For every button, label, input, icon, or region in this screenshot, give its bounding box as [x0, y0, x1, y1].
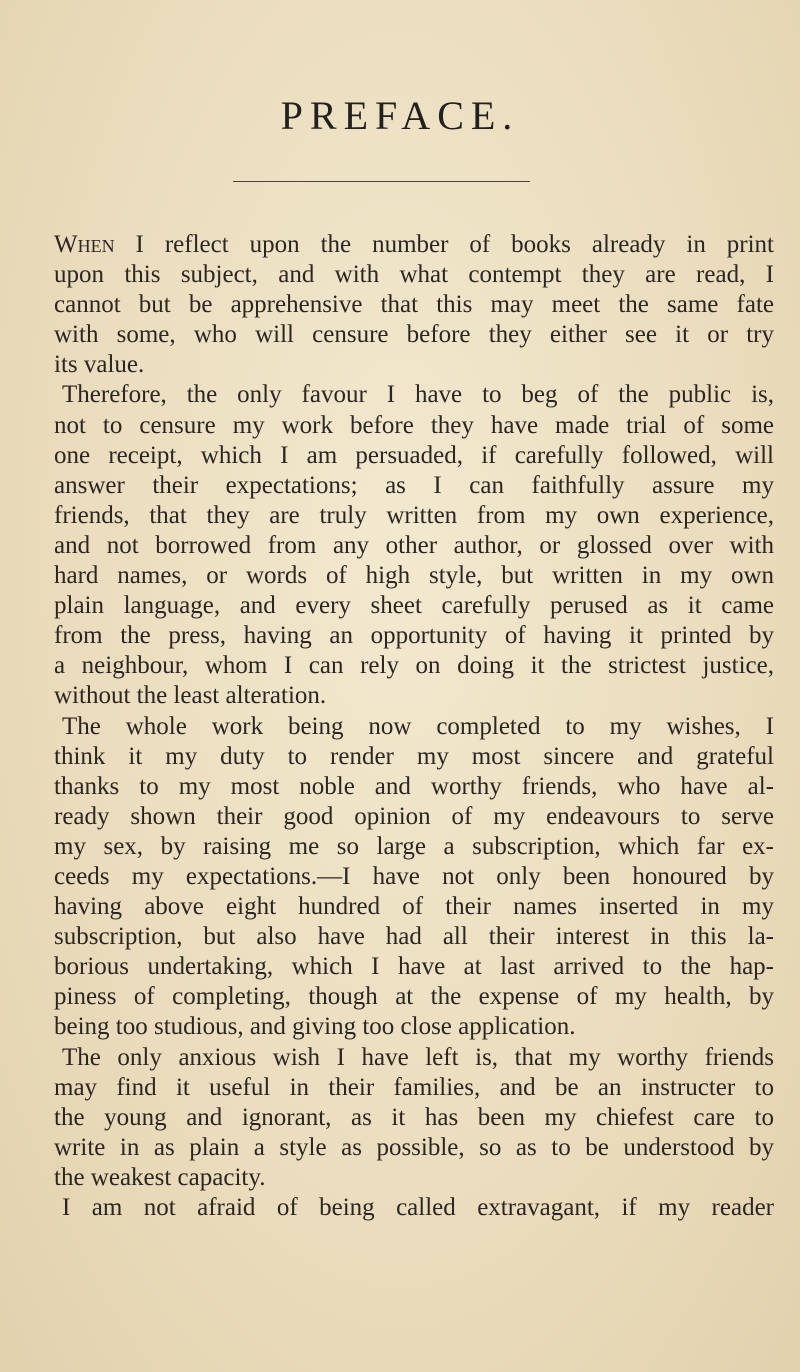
- line-text: my sex, by raising me so large a subscription, which far ex-: [54, 832, 774, 860]
- line-text: from the press, having an opportunity of having it printed by: [54, 622, 774, 650]
- text-line: [54, 651, 774, 681]
- text-line: [54, 772, 774, 802]
- line-text: having above eight hundred of their names inserted in my: [54, 893, 774, 921]
- text-line: [54, 621, 774, 651]
- text-line: [54, 712, 774, 742]
- drop-word: When: [54, 231, 115, 258]
- text-line: [54, 922, 774, 952]
- text-line: [54, 411, 774, 441]
- text-line: [54, 982, 774, 1012]
- line-text: being too studious, and giving too close application.: [54, 1013, 576, 1041]
- text-line: [54, 1073, 774, 1103]
- line-text: hard names, or words of high style, but written in my own: [54, 562, 774, 590]
- line-text: subscription, but also have had all their interest in this la-: [54, 923, 774, 951]
- text-line: [54, 591, 774, 621]
- text-line: [54, 290, 774, 320]
- line-text: Therefore, the only favour I have to beg of the public is,: [62, 381, 774, 409]
- title-divider: [233, 181, 530, 182]
- line-text: a neighbour, whom I can rely on doing it the strictest justice,: [54, 652, 774, 680]
- text-line: [54, 1193, 774, 1223]
- text-line: [54, 380, 774, 410]
- text-line: [54, 892, 774, 922]
- text-line: [54, 1103, 774, 1133]
- text-line: [54, 1133, 774, 1163]
- text-line: [54, 681, 774, 711]
- line-text: ceeds my expectations.—I have not only been honoured by: [54, 862, 774, 890]
- page-title: PREFACE.: [280, 93, 520, 138]
- line-text: upon this subject, and with what contempt they are read, I: [54, 261, 774, 289]
- line-text: answer their expectations; as I can faithfully assure my: [54, 471, 774, 499]
- line-text: The whole work being now completed to my wishes, I: [62, 712, 774, 740]
- text-line: [54, 952, 774, 982]
- text-line: [54, 832, 774, 862]
- text-line: [54, 501, 774, 531]
- text-line: [54, 350, 774, 380]
- text-line: [54, 260, 774, 290]
- line-text: its value.: [54, 351, 145, 379]
- line-text: one receipt, which I am persuaded, if carefully followed, will: [54, 441, 774, 469]
- text-line: [54, 441, 774, 471]
- text-line: [54, 320, 774, 350]
- line-text: without the least alteration.: [54, 682, 327, 710]
- text-line: [54, 1012, 774, 1042]
- line-text: The only anxious wish I have left is, that my worthy friends: [62, 1043, 774, 1071]
- text-line: [54, 561, 774, 591]
- text-line: [54, 742, 774, 772]
- line-text: think it my duty to render my most sincere and grateful: [54, 742, 774, 770]
- text-line: [54, 1043, 774, 1073]
- text-line: [54, 531, 774, 561]
- line-text: may find it useful in their families, and be an instructer to: [54, 1073, 774, 1101]
- preface-text: [54, 230, 774, 1223]
- line-text: not to censure my work before they have made trial of some: [54, 411, 774, 439]
- line-text: piness of completing, though at the expense of my health, by: [54, 983, 774, 1011]
- line-text: ready shown their good opinion of my endeavours to serve: [54, 802, 774, 830]
- line-text: friends, that they are truly written from my own experience,: [54, 501, 774, 529]
- text-line: [54, 230, 774, 260]
- line-text: plain language, and every sheet carefully perused as it came: [54, 592, 774, 620]
- text-line: [54, 862, 774, 892]
- text-line: [54, 471, 774, 501]
- line-text: with some, who will censure before they either see it or try: [54, 321, 774, 349]
- text-line: [54, 1163, 774, 1193]
- line-text: borious undertaking, which I have at last arrived to the hap-: [54, 953, 774, 981]
- line-text: cannot but be apprehensive that this may meet the same fate: [54, 291, 774, 319]
- text-line: [54, 802, 774, 832]
- line-text: I reflect upon the number of books already in print: [114, 231, 774, 258]
- line-text: the weakest capacity.: [54, 1163, 266, 1191]
- line-text: write in as plain a style as possible, so as to be understood by: [54, 1133, 774, 1161]
- line-text: thanks to my most noble and worthy friends, who have al-: [54, 772, 774, 800]
- line-text: and not borrowed from any other author, or glossed over with: [54, 531, 774, 559]
- line-text: the young and ignorant, as it has been my chiefest care to: [54, 1103, 774, 1131]
- line-text: I am not afraid of being called extravagant, if my reader: [62, 1194, 774, 1221]
